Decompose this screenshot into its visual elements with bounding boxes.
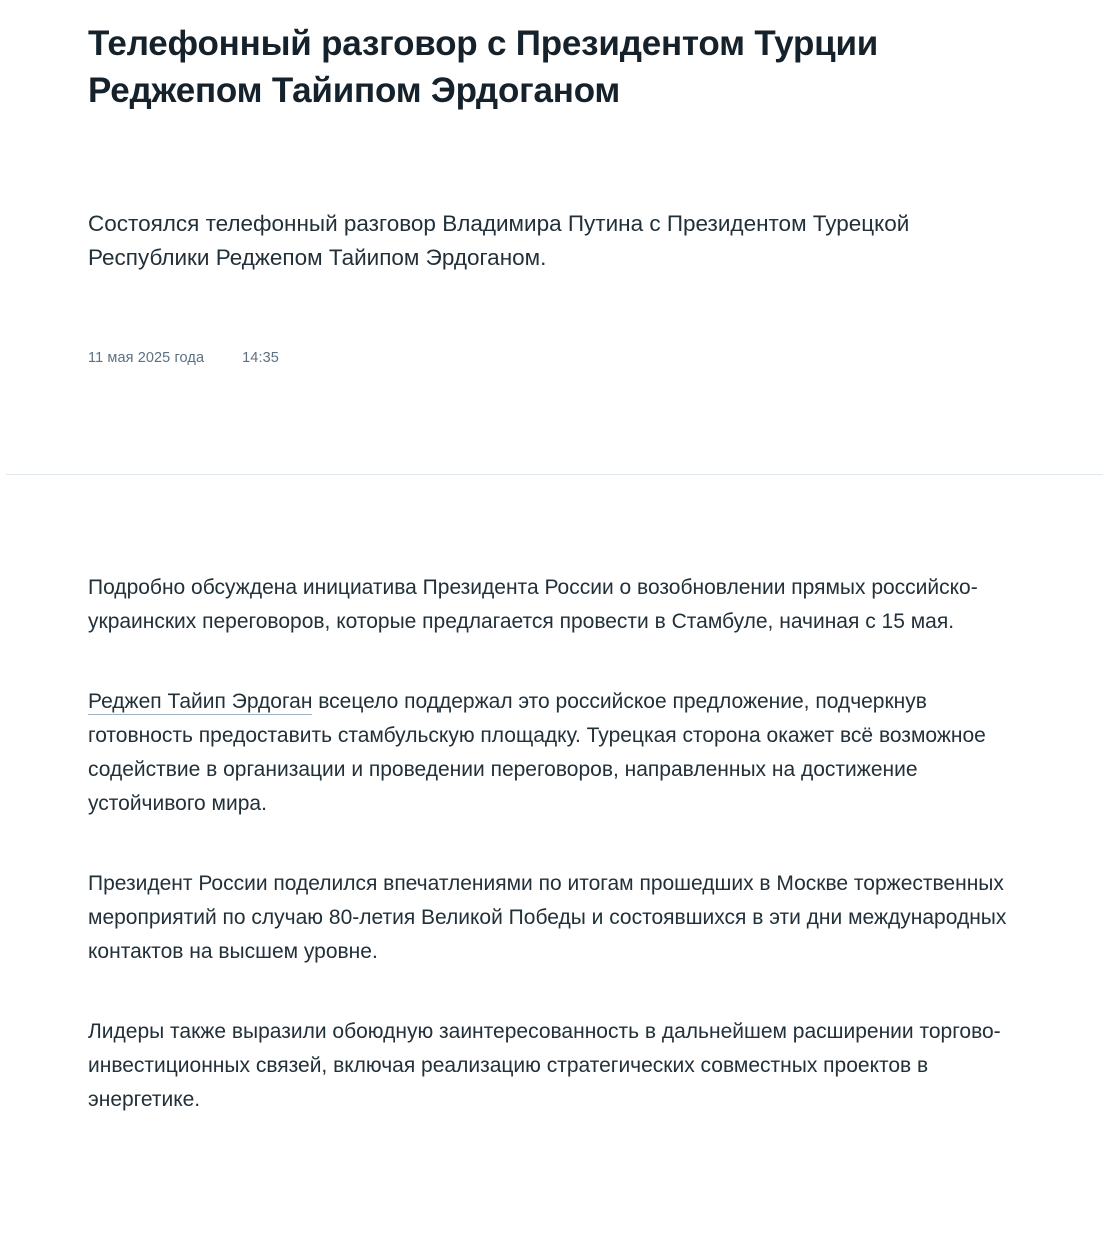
article-body — [88, 571, 1031, 1117]
article-paragraph-text: всецело поддержал это российское предложение, подчеркнув готовность предоставить стамбульскую площадку. Турецкая сторона окажет всё возможное содействие в организации и проведении переговоров, направленных на достижение устойчивого мира. — [88, 690, 986, 816]
section-divider-wrap — [0, 474, 1103, 475]
article-paragraph: Лидеры также выразили обоюдную заинтересованность в дальнейшем расширении торгово-инвестиционных связей, включая реализацию стратегических совместных проектов в энергетике. — [88, 1020, 1001, 1112]
person-link-erdogan[interactable]: Реджеп Тайип Эрдоган — [88, 690, 313, 714]
page-left-rail — [0, 0, 6, 1260]
publish-date: 11 мая 2025 года — [88, 350, 205, 367]
publish-time: 14:35 — [242, 350, 279, 367]
page-title: Телефонный разговор с Президентом Турции Реджепом Тайипом Эрдоганом — [88, 24, 879, 111]
article-lead: Состоялся телефонный разговор Владимира Путина с Президентом Турецкой Республики Реджепом Тайипом Эрдоганом. — [88, 210, 910, 271]
section-divider — [0, 474, 1103, 475]
article-paragraph: Президент России поделился впечатлениями по итогам прошедших в Москве торжественных мероприятий по случаю 80-летия Великой Победы и состоявшихся в эти дни международных контактов на высшем уровне. — [88, 872, 1007, 964]
article-meta — [88, 350, 1031, 366]
article-paragraph — [88, 685, 1031, 821]
article-paragraph: Подробно обсуждена инициатива Президента России о возобновлении прямых российско-украинских переговоров, которые предлагается провести в Стамбуле, начиная с 15 мая. — [88, 576, 978, 634]
